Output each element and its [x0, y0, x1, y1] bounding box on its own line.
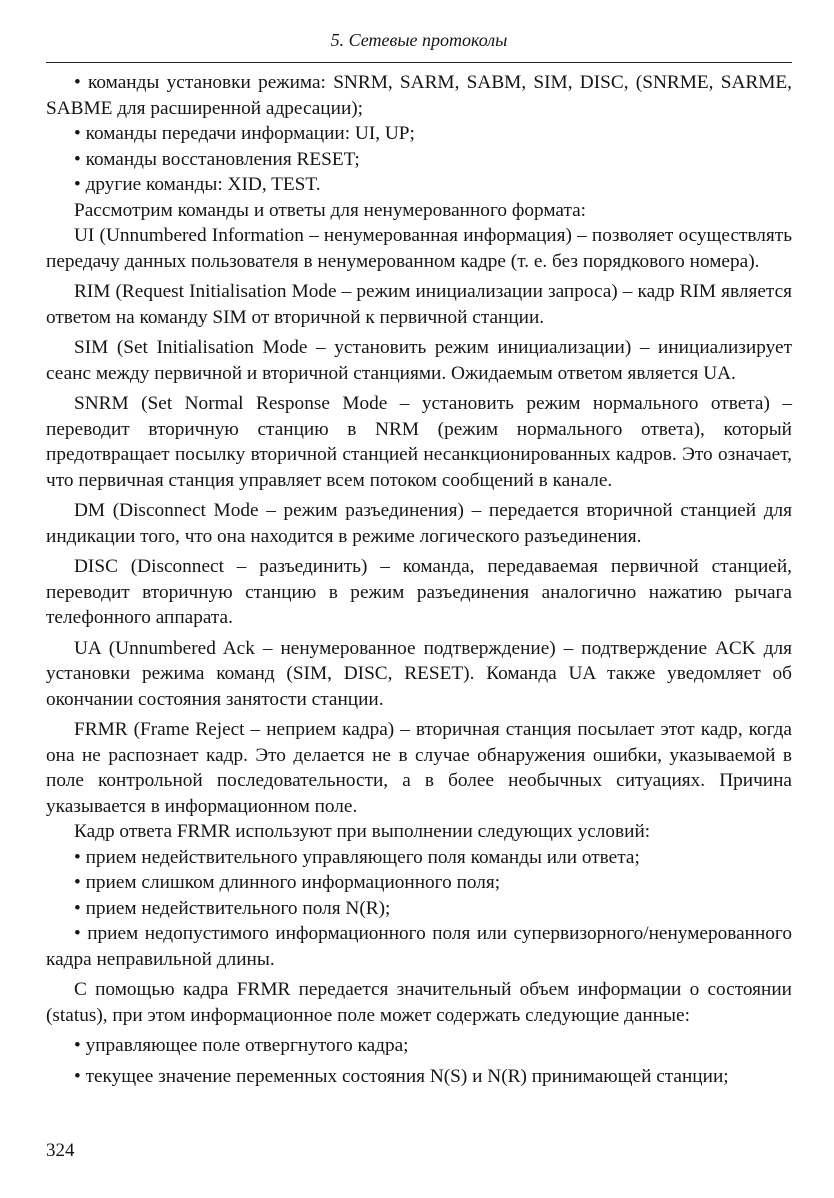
paragraph-sim: SIM (Set Initialisation Mode – установить режим инициализации) – инициализирует сеанс между первичной и вторичной станциями. Ожидаемым ответом является UA.	[46, 337, 792, 384]
header-rule	[46, 62, 792, 63]
paragraph-ua: UA (Unnumbered Ack – ненумерованное подтверждение) – подтверждение ACK для установки режима команд (SIM, DISC, RESET). Команда UA также уведомляет об окончании состояния занятости станции.	[46, 637, 792, 710]
paragraph-bullet-bad-length: • прием недопустимого информационного поля или супервизорного/ненумерованного кадра неправильной длины.	[46, 923, 792, 970]
page-number: 324	[46, 1140, 75, 1161]
paragraph-bullet-info-commands: • команды передачи информации: UI, UP;	[74, 123, 415, 144]
paragraph-bullet-state-vars: • текущее значение переменных состояния N(S) и N(R) принимающей станции;	[74, 1065, 729, 1087]
paragraph-frmr-status: С помощью кадра FRMR передается значительный объем информации о состоянии (status), при этом информационное поле может содержать следующие данные:	[46, 979, 792, 1026]
paragraph-disc: DISC (Disconnect – разъединить) – команда, передаваемая первичной станцией, переводит вторичную станцию в режим разъединения аналогично нажатию рычага телефонного аппарата.	[46, 556, 792, 628]
paragraph-bullet-reset-commands: • команды восстановления RESET;	[74, 148, 360, 170]
paragraph-bullet-rejected-control: • управляющее поле отвергнутого кадра;	[74, 1035, 409, 1056]
paragraph-snrm: SNRM (Set Normal Response Mode – установить режим нормального ответа) – переводит вторичную станцию в NRM (режим нормального ответа), который предотвращает посылку вторичной станцией несанкционированных кадров. Это означает, что первичная станция управляет всем потоком сообщений в канале.	[46, 393, 792, 491]
paragraph-bullet-long-info: • прием слишком длинного информационного поля;	[74, 872, 501, 893]
paragraph-bullet-other-commands: • другие команды: XID, TEST.	[74, 174, 321, 195]
paragraph-dm: DM (Disconnect Mode – режим разъединения) – передается вторичной станцией для индикации того, что она находится в режиме логического разъединения.	[46, 500, 792, 547]
page-body	[46, 70, 792, 1089]
paragraph-frmr: FRMR (Frame Reject – неприем кадра) – вторичная станция посылает этот кадр, когда она не распознает кадр. Это делается не в случае обнаружения ошибки, указываемой в поле контрольной последовательности, а в более необычных ситуациях. Причина указывается в информационном поле.	[46, 719, 792, 817]
paragraph-bullet-invalid-nr: • прием недействительного поля N(R);	[74, 897, 391, 919]
paragraph-bullet-mode-commands: • команды установки режима: SNRM, SARM, SABM, SIM, DISC, (SNRME, SARME, SABME для расширенной адресации);	[46, 72, 792, 119]
paragraph-intro: Рассмотрим команды и ответы для ненумерованного формата:	[74, 199, 587, 221]
paragraph-frmr-conditions: Кадр ответа FRMR используют при выполнении следующих условий:	[74, 821, 651, 842]
paragraph-ui: UI (Unnumbered Information – ненумерованная информация) – позволяет осуществлять передачу данных пользователя в ненумерованном кадре (т. е. без порядкового номера).	[46, 225, 792, 272]
running-header: 5. Сетевые протоколы	[330, 30, 508, 50]
paragraph-bullet-invalid-control: • прием недействительного управляющего поля команды или ответа;	[74, 846, 640, 868]
paragraph-rim: RIM (Request Initialisation Mode – режим инициализации запроса) – кадр RIM является ответом на команду SIM от вторичной к первичной станции.	[46, 281, 792, 328]
